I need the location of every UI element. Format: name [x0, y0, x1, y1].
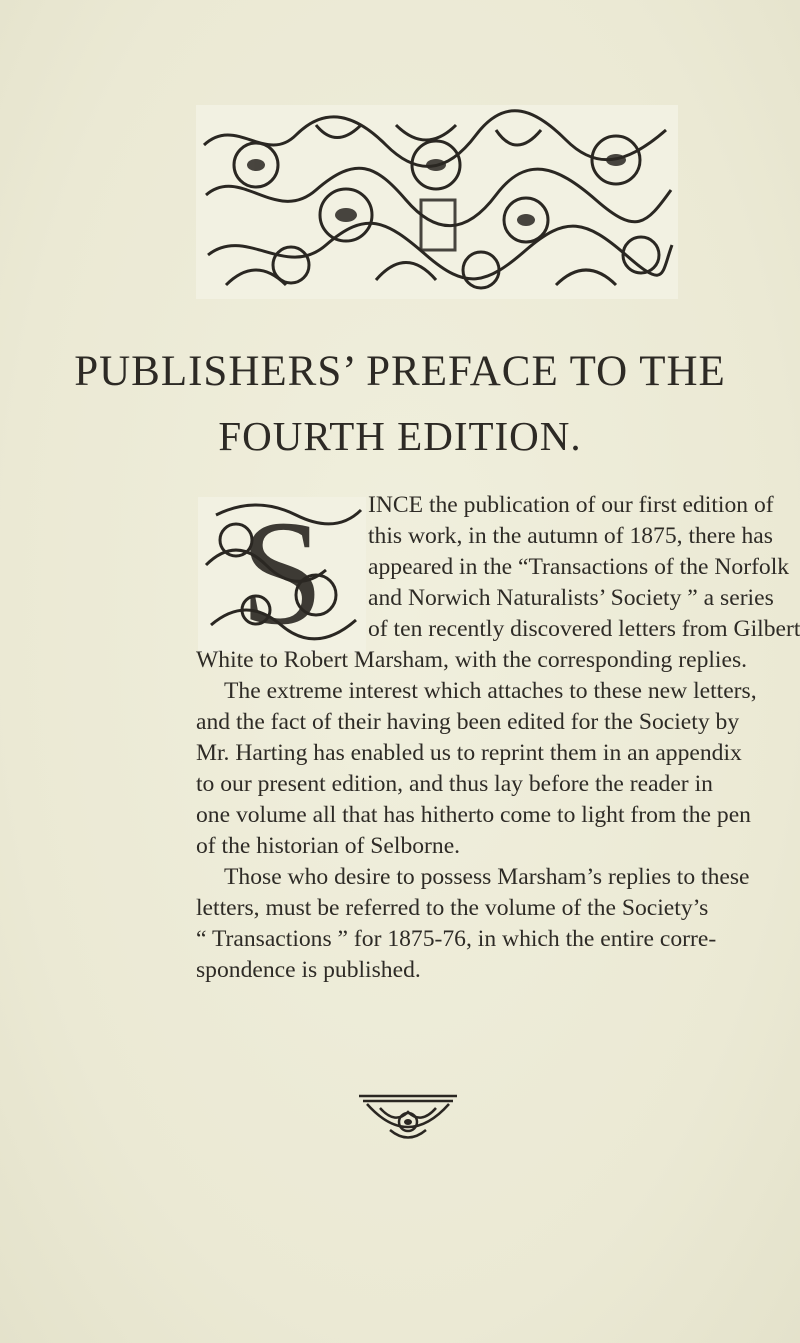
text-line: INCE the publication of our first edition of: [368, 492, 774, 518]
text-line: Mr. Harting has enabled us to reprint them in an appendix: [196, 740, 742, 766]
foliage-headpiece-icon: [196, 105, 678, 299]
paragraph-1: [196, 490, 800, 676]
text-line: White to Robert Marsham, with the corresponding replies.: [196, 647, 748, 673]
text-line: letters, must be referred to the volume of the Society’s: [196, 895, 709, 921]
paragraph-3: [196, 862, 750, 986]
text-line: appeared in the “Transactions of the Norfolk: [368, 554, 790, 580]
preface-title-line-2: FOURTH EDITION.: [218, 413, 582, 459]
text-line: of the historian of Selborne.: [196, 833, 461, 859]
text-line: Those who desire to possess Marsham’s replies to these: [224, 864, 750, 890]
text-line: this work, in the autumn of 1875, there has: [368, 523, 773, 549]
tailpiece-ornament-icon: [355, 1090, 461, 1145]
drop-cap-letter: S: [240, 495, 324, 655]
text-line: The extreme interest which attaches to these new letters,: [224, 678, 757, 704]
text-line: and the fact of their having been edited for the Society by: [196, 709, 740, 735]
text-line: one volume all that has hitherto come to light from the pen: [196, 802, 751, 828]
text-line: to our present edition, and thus lay before the reader in: [196, 771, 713, 797]
text-line: “ Transactions ” for 1875-76, in which the entire corre-: [196, 926, 717, 952]
text-line: and Norwich Naturalists’ Society ” a series: [368, 585, 774, 611]
preface-body: [196, 490, 800, 986]
paragraph-2: [196, 676, 757, 862]
text-line: of ten recently discovered letters from Gilbert: [368, 616, 800, 642]
text-line: spondence is published.: [196, 957, 421, 983]
preface-title-line-1: PUBLISHERS’ PREFACE TO THE: [74, 348, 726, 395]
